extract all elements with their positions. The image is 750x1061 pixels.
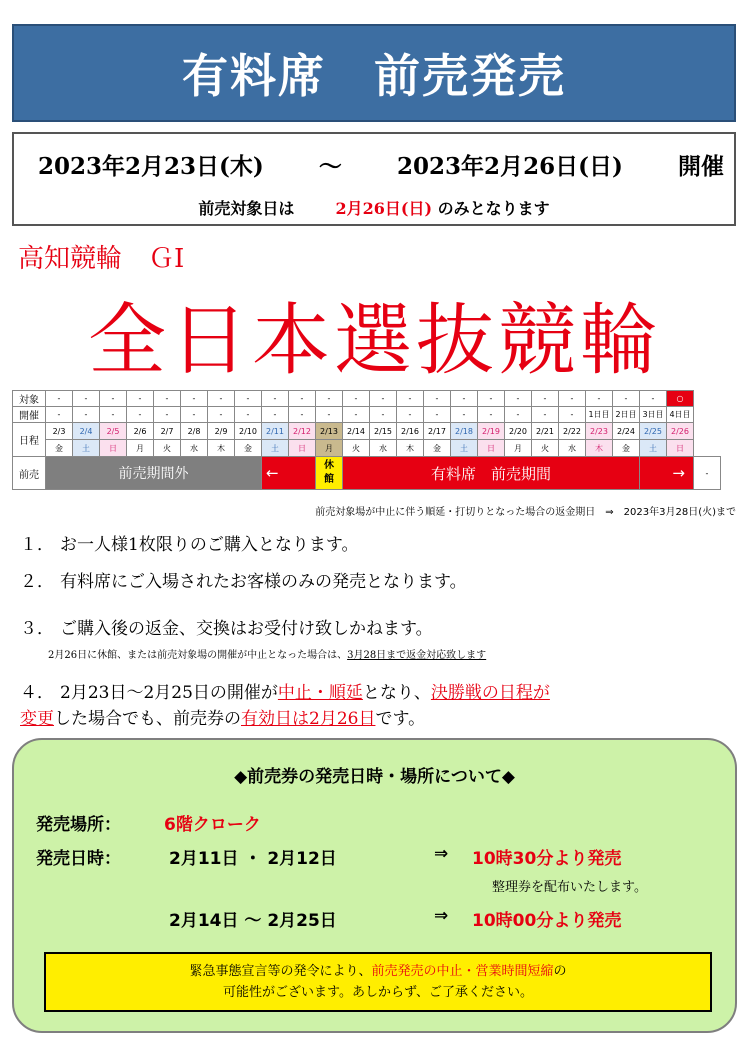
slot-1-dates: 2月11日 ・ 2月12日 <box>169 849 337 869</box>
sales-place-label: 発売場所： <box>36 815 121 835</box>
slot-1-time: 10時30分より発売 <box>472 849 622 869</box>
row-label-sale: 前売 <box>13 457 46 490</box>
schedule-table <box>12 390 721 490</box>
sale-arrow-left: ← <box>262 457 316 490</box>
rule-4-number: ４． <box>20 683 54 703</box>
dates-cell: 2/19 <box>478 423 505 440</box>
dates-cell: 2/15 <box>370 423 397 440</box>
held-cell: - <box>343 407 370 423</box>
rule-4-final-schedule: 決勝戦の日程が <box>430 683 550 703</box>
weekdays-cell: 火 <box>154 440 181 457</box>
rule-4-cancel: 中止・順延 <box>277 683 363 703</box>
weekdays-cell: 火 <box>532 440 559 457</box>
held-cell: - <box>181 407 208 423</box>
held-cell: - <box>505 407 532 423</box>
weekdays-cell: 金 <box>613 440 640 457</box>
weekdays-cell: 日 <box>289 440 316 457</box>
dates-cell: 2/12 <box>289 423 316 440</box>
weekdays-cell: 水 <box>181 440 208 457</box>
target-cell: - <box>532 391 559 407</box>
weekdays-cell: 火 <box>343 440 370 457</box>
target-cell: - <box>154 391 181 407</box>
period-end: 2023年2月26日(日) <box>397 153 623 180</box>
dates-cell: 2/13 <box>316 423 343 440</box>
rule-4-text-c: となり、 <box>362 683 431 703</box>
held-cell: - <box>532 407 559 423</box>
alert-text-a: 緊急事態宣言等の発令により、 <box>189 964 372 979</box>
row-label-held: 開催 <box>13 407 46 423</box>
row-label-target: 対象 <box>13 391 46 407</box>
sales-time-label: 発売日時： <box>36 849 121 869</box>
weekday-row <box>13 440 721 457</box>
page-title: 有料席 前売発売 <box>182 49 566 103</box>
rule-4 <box>20 680 550 732</box>
dates-cell: 2/16 <box>397 423 424 440</box>
target-cell: - <box>613 391 640 407</box>
held-cell: - <box>397 407 424 423</box>
dates-cell: 2/3 <box>46 423 73 440</box>
held-cell: - <box>424 407 451 423</box>
weekdays-cell: 木 <box>586 440 613 457</box>
closed-day <box>316 457 343 490</box>
rule-4-valid-date: 有効日は2月26日 <box>241 709 376 729</box>
sale-outside-period: 前売期間外 <box>46 457 262 490</box>
rule-3-text: ご購入後の返金、交換はお受付け致しかねます。 <box>60 619 433 639</box>
dates-cell: 2/21 <box>532 423 559 440</box>
rule-3-note-text: 2月26日に休館、または前売対象場の開催が中止となった場合は、 <box>48 650 348 661</box>
dates-cell: 2/4 <box>73 423 100 440</box>
dates-cell: 2/24 <box>613 423 640 440</box>
weekdays-cell: 土 <box>451 440 478 457</box>
held-cell: - <box>370 407 397 423</box>
rule-1-number: １． <box>20 535 54 555</box>
event-period-line <box>38 148 724 181</box>
sale-last-day: - <box>694 457 721 490</box>
sale-row <box>13 457 721 490</box>
weekdays-cell: 金 <box>424 440 451 457</box>
held-cell: - <box>289 407 316 423</box>
held-cell: - <box>154 407 181 423</box>
target-cell: - <box>478 391 505 407</box>
alert-text-highlight: 前売発売の中止・営業時間短縮 <box>371 964 554 979</box>
page-title-banner <box>12 24 736 122</box>
sales-place-value: 6階クローク <box>164 815 261 835</box>
sale-arrow-right: → <box>640 457 694 490</box>
weekdays-cell: 土 <box>640 440 667 457</box>
target-cell: - <box>343 391 370 407</box>
weekdays-cell: 土 <box>73 440 100 457</box>
period-tilde: ～ <box>318 153 342 180</box>
weekdays-cell: 土 <box>262 440 289 457</box>
dates-cell: 2/17 <box>424 423 451 440</box>
period-start: 2023年2月23日(木) <box>38 153 264 180</box>
target-cell: - <box>181 391 208 407</box>
dates-cell: 2/5 <box>100 423 127 440</box>
held-cell: 1日目 <box>586 407 613 423</box>
weekdays-cell: 木 <box>397 440 424 457</box>
emergency-alert <box>44 952 712 1012</box>
target-cell: - <box>451 391 478 407</box>
rule-3-note <box>48 646 486 661</box>
held-cell: - <box>100 407 127 423</box>
event-period-box <box>12 132 736 226</box>
weekdays-cell: 月 <box>127 440 154 457</box>
dates-cell: 2/8 <box>181 423 208 440</box>
slot-2-time: 10時00分より発売 <box>472 911 622 931</box>
target-cell: - <box>559 391 586 407</box>
weekdays-cell: 木 <box>208 440 235 457</box>
period-suffix: 開催 <box>677 153 724 180</box>
held-cell: - <box>235 407 262 423</box>
weekdays-cell: 日 <box>667 440 694 457</box>
target-cell: - <box>370 391 397 407</box>
target-row <box>13 391 721 407</box>
dates-cell: 2/6 <box>127 423 154 440</box>
presale-target-suffix: のみとなります <box>437 199 550 218</box>
held-cell: - <box>73 407 100 423</box>
dates-cell: 2/20 <box>505 423 532 440</box>
rule-4-change: 変更 <box>20 709 54 729</box>
weekdays-cell: 金 <box>235 440 262 457</box>
held-cell: - <box>262 407 289 423</box>
held-cell: 3日目 <box>640 407 667 423</box>
held-row <box>13 407 721 423</box>
rule-3 <box>20 614 433 639</box>
target-cell: - <box>289 391 316 407</box>
weekdays-cell: 月 <box>505 440 532 457</box>
held-cell: - <box>559 407 586 423</box>
sales-info-box <box>12 738 737 1033</box>
target-cell: - <box>397 391 424 407</box>
weekdays-cell: 月 <box>316 440 343 457</box>
target-cell: ○ <box>667 391 694 407</box>
slot-2-dates: 2月14日 ～ 2月25日 <box>169 911 337 931</box>
dates-cell: 2/14 <box>343 423 370 440</box>
refund-deadline-note: 前売対象場が中止に伴う順延・打切りとなった場合の返金期日 ⇒ 2023年3月28日(火)まで <box>315 507 736 518</box>
held-cell: - <box>478 407 505 423</box>
rule-2 <box>20 567 467 592</box>
target-cell: - <box>208 391 235 407</box>
weekdays-cell: 日 <box>100 440 127 457</box>
target-cell: - <box>586 391 613 407</box>
rule-4-text-h: です。 <box>375 709 426 729</box>
rule-4-text-f: した場合でも、前売券の <box>54 709 241 729</box>
rule-3-note-refund: 3月28日まで返金対応致します <box>347 650 487 661</box>
held-cell: 4日目 <box>667 407 694 423</box>
weekdays-cell: 水 <box>370 440 397 457</box>
held-cell: - <box>127 407 154 423</box>
rule-1 <box>20 530 358 555</box>
dates-cell: 2/26 <box>667 423 694 440</box>
target-cell: - <box>100 391 127 407</box>
rule-2-text: 有料席にご入場されたお客様のみの発売となります。 <box>60 572 467 592</box>
target-cell: - <box>46 391 73 407</box>
target-cell: - <box>424 391 451 407</box>
dates-cell: 2/11 <box>262 423 289 440</box>
event-title: 全日本選抜競輪 <box>87 296 662 386</box>
row-label-schedule: 日程 <box>13 423 46 457</box>
slot-2-arrow: ⇒ <box>434 906 449 926</box>
slot-1-arrow: ⇒ <box>434 844 449 864</box>
alert-text-c: の <box>553 964 567 979</box>
target-cell: - <box>73 391 100 407</box>
dates-cell: 2/23 <box>586 423 613 440</box>
sale-period: 有料席 前売期間 <box>343 457 640 490</box>
weekdays-cell: 金 <box>46 440 73 457</box>
held-cell: - <box>208 407 235 423</box>
held-cell: - <box>46 407 73 423</box>
target-cell: - <box>127 391 154 407</box>
target-cell: - <box>505 391 532 407</box>
rule-4-text-a: 2月23日～2月25日の開催が <box>60 683 278 703</box>
presale-target-date: 2月26日(日) <box>335 199 433 218</box>
dates-cell: 2/18 <box>451 423 478 440</box>
held-cell: - <box>451 407 478 423</box>
dates-cell: 2/22 <box>559 423 586 440</box>
presale-target-note <box>14 196 734 219</box>
dates-cell: 2/7 <box>154 423 181 440</box>
target-cell: - <box>235 391 262 407</box>
weekdays-cell: 水 <box>559 440 586 457</box>
date-row <box>13 423 721 440</box>
target-cell: - <box>640 391 667 407</box>
sales-info-title: ◆前売券の発売日時・場所について◆ <box>234 767 515 787</box>
held-cell: 2日目 <box>613 407 640 423</box>
dates-cell: 2/25 <box>640 423 667 440</box>
slot-1-note: 整理券を配布いたします。 <box>492 880 647 895</box>
target-cell: - <box>262 391 289 407</box>
closed-day-label: 休館 <box>324 460 334 485</box>
presale-target-prefix: 前売対象日は <box>198 199 295 218</box>
dates-cell: 2/9 <box>208 423 235 440</box>
venue-grade: 高知競輪 ＧⅠ <box>18 244 185 274</box>
rule-2-number: ２． <box>20 572 54 592</box>
target-cell: - <box>316 391 343 407</box>
dates-cell: 2/10 <box>235 423 262 440</box>
held-cell: - <box>316 407 343 423</box>
rule-1-text: お一人様1枚限りのご購入となります。 <box>60 535 359 555</box>
weekdays-cell: 日 <box>478 440 505 457</box>
alert-text-d: 可能性がございます。あしからず、ご了承ください。 <box>223 985 533 1000</box>
rule-3-number: ３． <box>20 619 54 639</box>
